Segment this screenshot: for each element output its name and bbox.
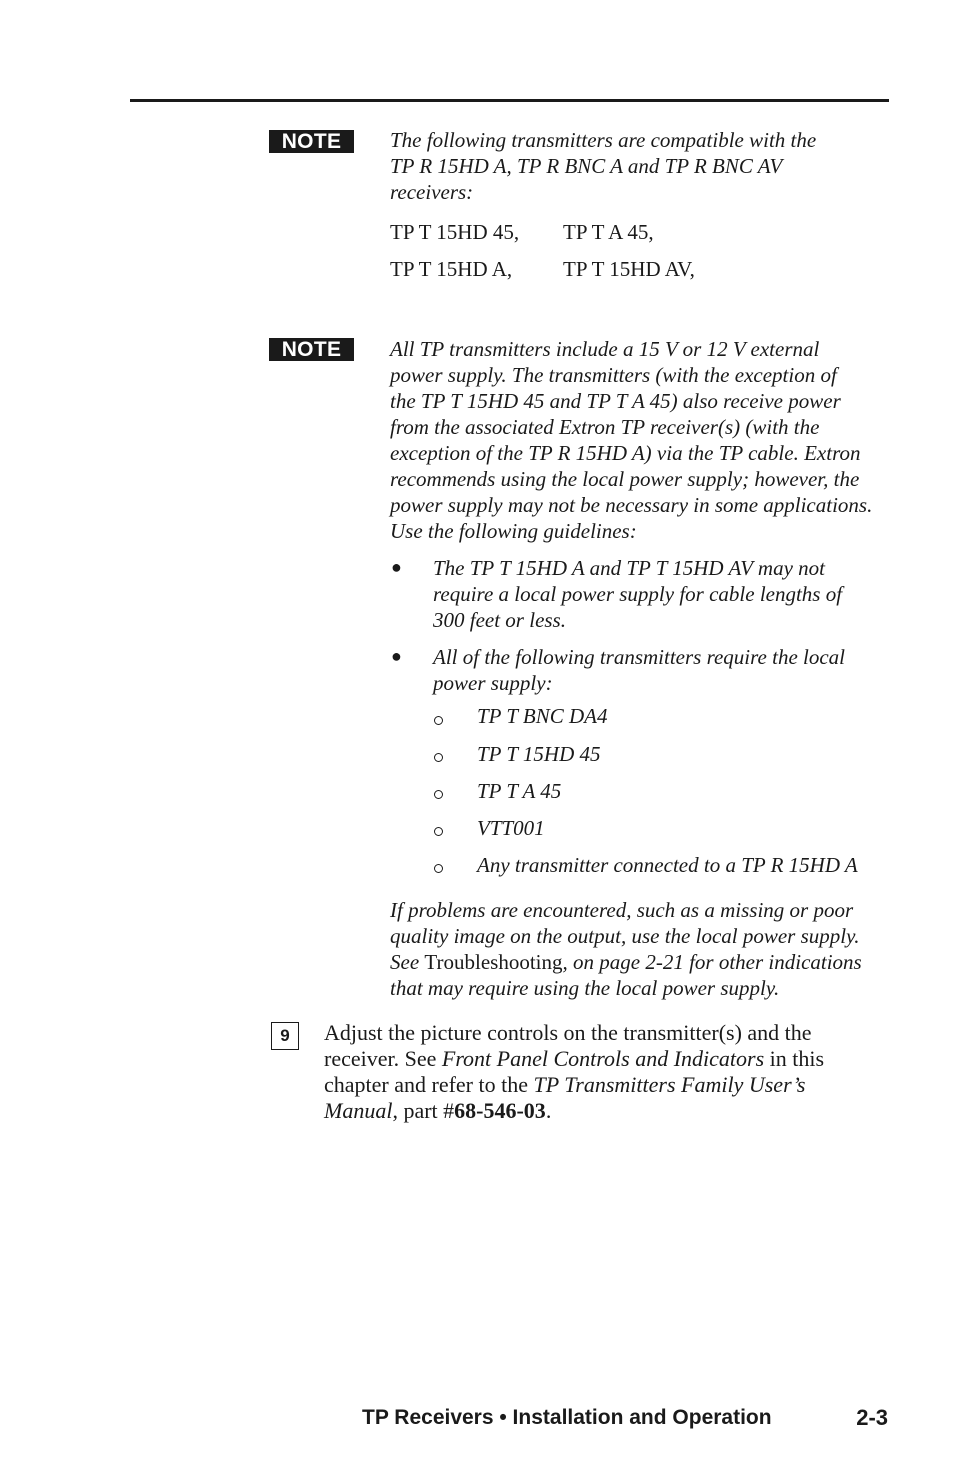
- part-number: 68-546-03: [454, 1098, 546, 1123]
- manual-ref: TP Transmitters Family User’s: [533, 1072, 806, 1097]
- closing-line: [390, 949, 862, 975]
- page-number: 2-3: [856, 1405, 888, 1430]
- note2-line: from the associated Extron TP receiver(s) (with the: [390, 415, 820, 439]
- front-panel-ref: Front Panel Controls and Indicators: [441, 1046, 765, 1071]
- subitem: VTT001: [477, 816, 545, 840]
- closing-line: If problems are encountered, such as a missing or poor: [390, 898, 854, 922]
- bullet1-line: require a local power supply for cable lengths of: [433, 582, 843, 606]
- note1-line: TP R 15HD A, TP R BNC A and TP R BNC AV: [390, 154, 783, 178]
- subitem: TP T BNC DA4: [477, 704, 608, 728]
- subitem: Any transmitter connected to a TP R 15HD A: [477, 853, 858, 877]
- hollow-bullet-icon: [434, 753, 443, 762]
- step9-line: Adjust the picture controls on the transmitter(s) and the: [324, 1020, 812, 1045]
- subitem: TP T A 45: [477, 779, 562, 803]
- footer-title: TP Receivers • Installation and Operation: [362, 1406, 772, 1429]
- step9-line: receiver. See Front Panel Controls and Indicators in this: [324, 1046, 825, 1071]
- note2-line: the TP T 15HD 45 and TP T A 45) also receive power: [390, 389, 841, 413]
- note2-line: All TP transmitters include a 15 V or 12 V external: [390, 337, 820, 361]
- note-badge: NOTE: [269, 130, 354, 153]
- hollow-bullet-icon: [434, 864, 443, 873]
- note1-line: receivers:: [390, 180, 474, 204]
- hollow-bullet-icon: [434, 716, 443, 725]
- bullet2-line: All of the following transmitters require the local: [433, 645, 846, 669]
- step9-line: chapter and refer to the TP Transmitters Family User’s: [324, 1072, 806, 1097]
- note1-line: The following transmitters are compatible with the: [390, 128, 817, 152]
- closing-line: quality image on the output, use the local power supply.: [390, 924, 860, 948]
- ref-rest: , on page 2-21 for other indications: [562, 950, 862, 974]
- transmitter-model: TP T A 45,: [563, 220, 654, 244]
- bullet2-line: power supply:: [433, 671, 553, 695]
- hollow-bullet-icon: [434, 790, 443, 799]
- note2-line: power supply. The transmitters (with the exception of: [390, 363, 837, 387]
- bullet1-line: The TP T 15HD A and TP T 15HD AV may not: [433, 556, 826, 580]
- bullet1-line: 300 feet or less.: [433, 608, 566, 632]
- note2-line: recommends using the local power supply; however, the: [390, 467, 860, 491]
- hollow-bullet-icon: [434, 827, 443, 836]
- bullet-dot: ●: [391, 557, 402, 577]
- top-rule: [130, 99, 889, 102]
- transmitter-model: TP T 15HD 45,: [390, 220, 520, 244]
- note2-line: exception of the TP R 15HD A) via the TP cable. Extron: [390, 441, 861, 465]
- subitem: TP T 15HD 45: [477, 742, 601, 766]
- see-text: See: [390, 950, 425, 974]
- troubleshooting-ref: Troubleshooting: [424, 950, 563, 974]
- transmitter-model: TP T 15HD AV,: [563, 257, 695, 281]
- note-badge: NOTE: [269, 338, 354, 361]
- manual-ref: Manual: [324, 1098, 393, 1123]
- closing-line: that may require using the local power supply.: [390, 976, 780, 1000]
- transmitter-model: TP T 15HD A,: [390, 257, 513, 281]
- note2-line: Use the following guidelines:: [390, 519, 637, 543]
- bullet-dot: ●: [391, 646, 402, 666]
- step-number-box: 9: [271, 1022, 299, 1050]
- step9-line: Manual, part #68-546-03.: [324, 1098, 552, 1123]
- note2-line: power supply may not be necessary in some applications.: [390, 493, 873, 517]
